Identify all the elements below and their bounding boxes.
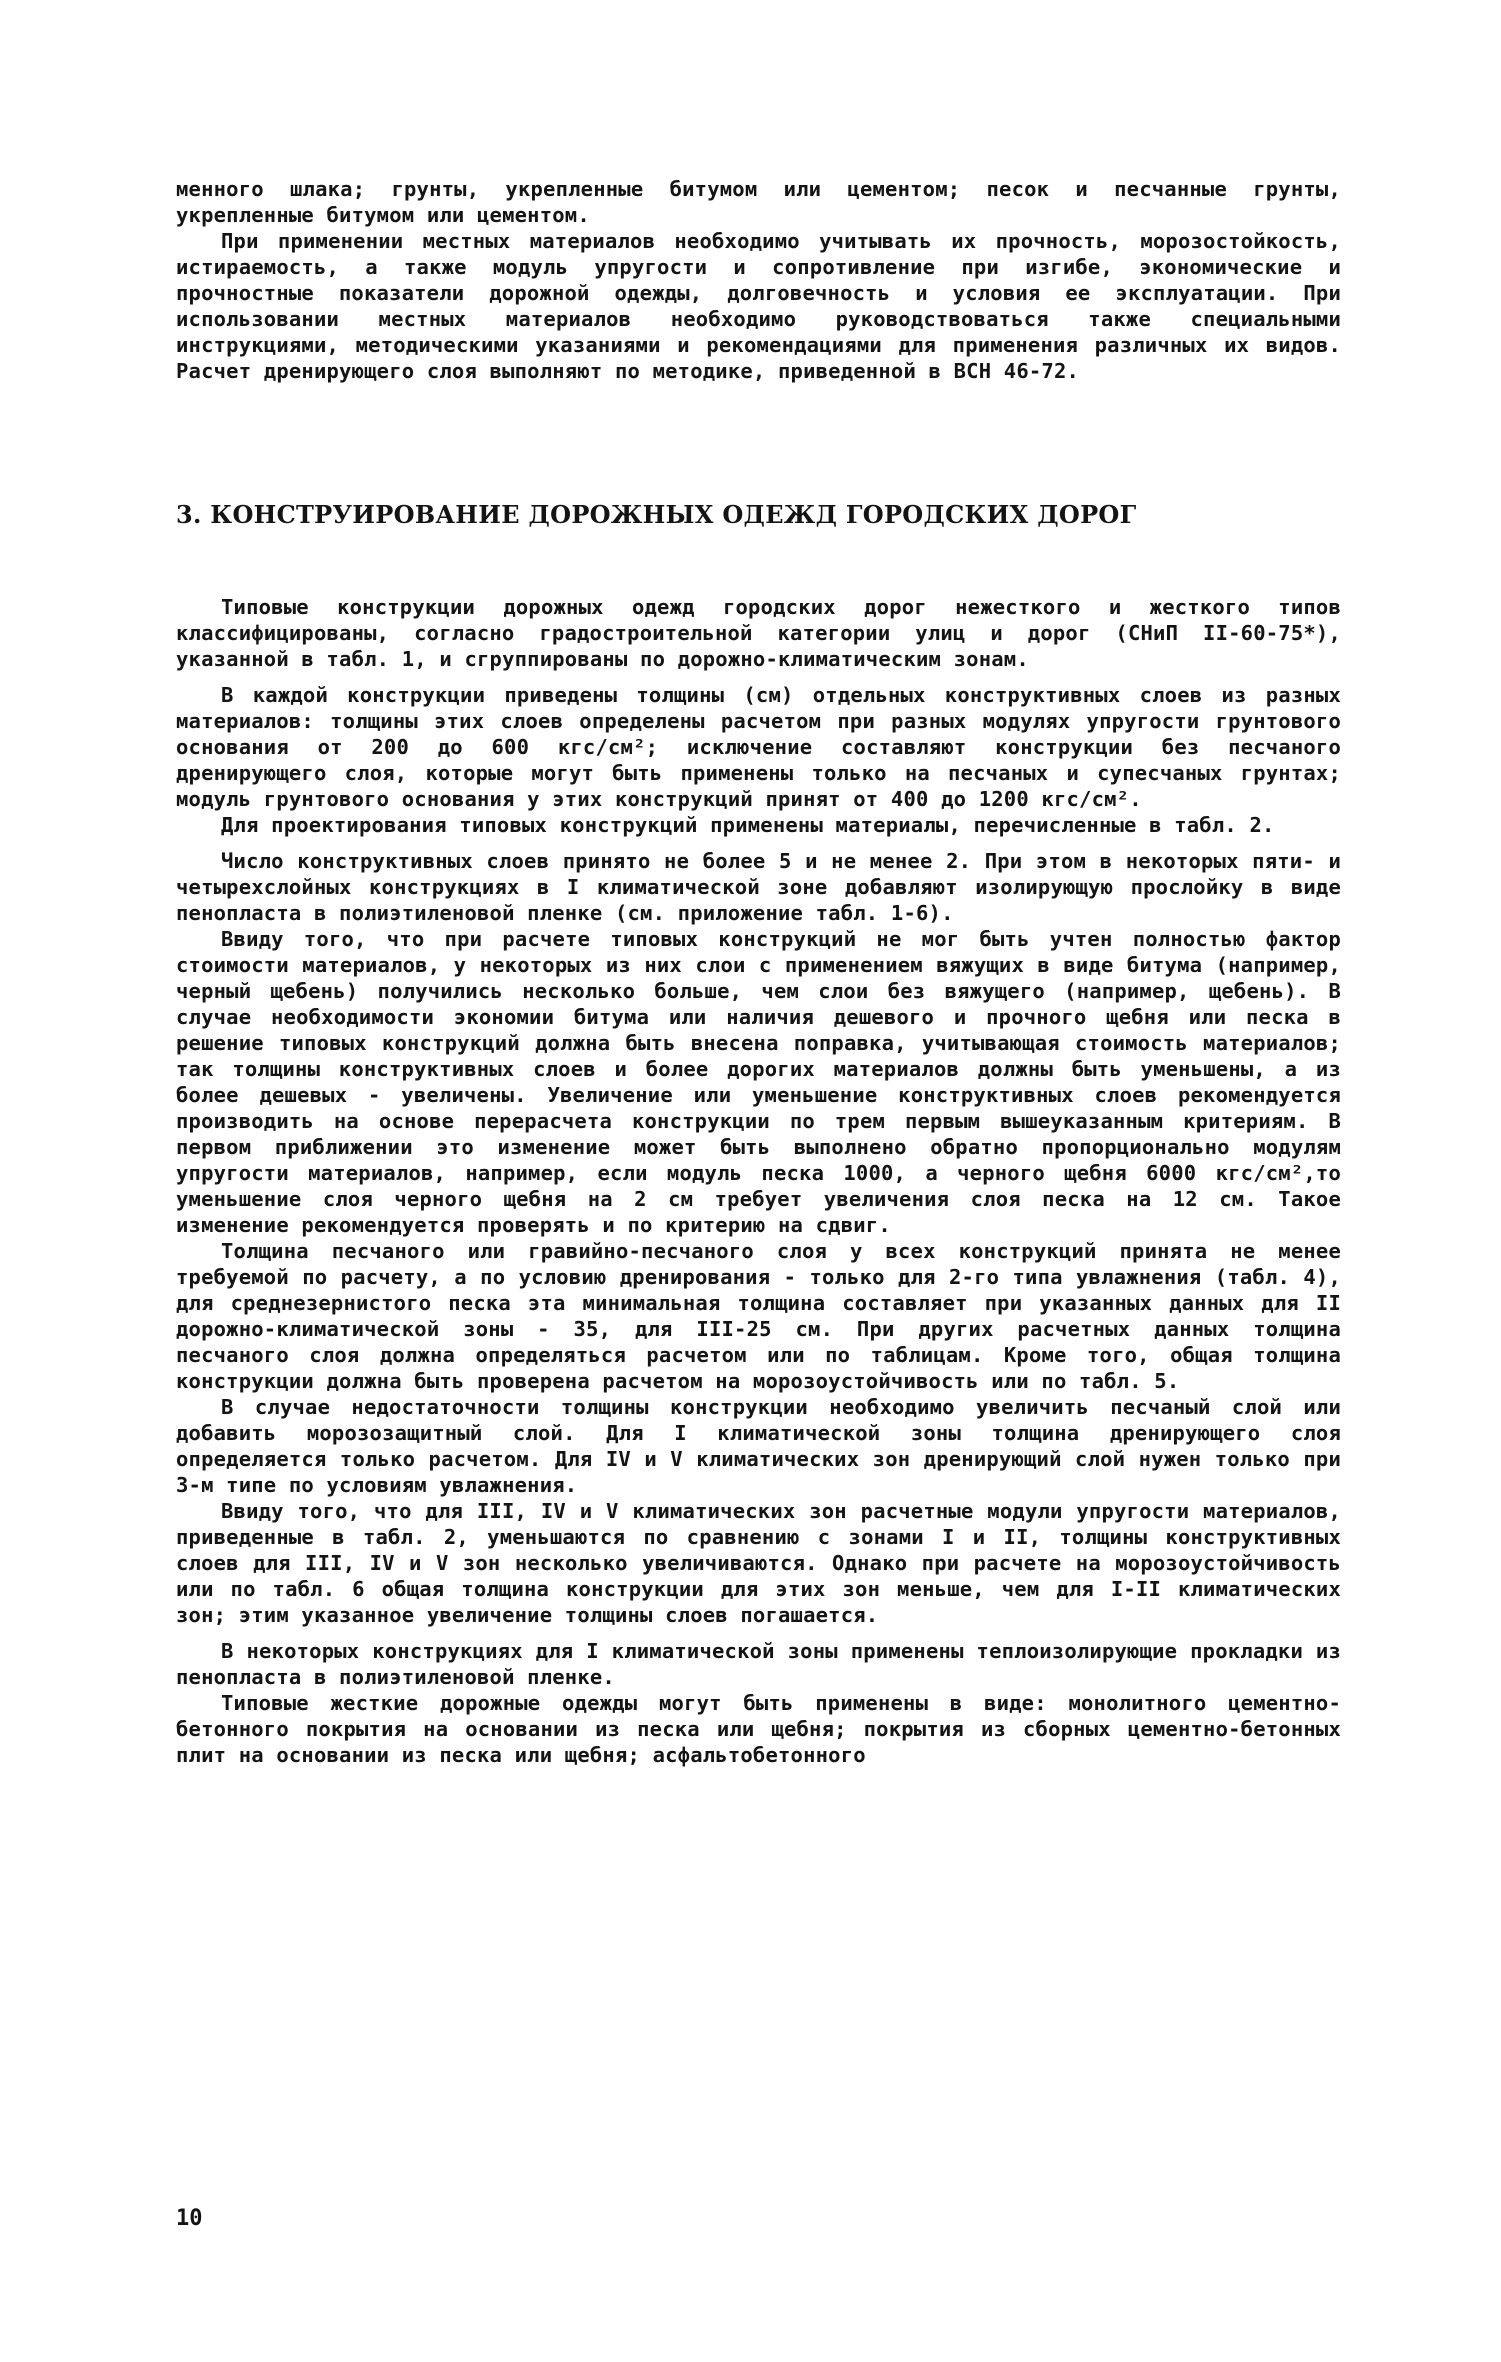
page-number: 10 (176, 2206, 203, 2231)
paragraph: Типовые конструкции дорожных одежд городских дорог нежесткого и жесткого типов классифицированы, согласно градостроительной категории улиц и дорог (СНиП II-60-75*), указанной в табл. 1, и сгруппированы по дорожно-климатическим зонам. (176, 595, 1341, 671)
intro-block (176, 176, 1341, 384)
paragraph: В некоторых конструкциях для I климатической зоны применены теплоизолирующие прокладки из пенопласта в полиэтиленовой пленке. (176, 1639, 1341, 1689)
paragraph: Для проектирования типовых конструкций применены материалы, перечисленные в табл. 2. (221, 813, 1275, 837)
paragraph: В случае недостаточности толщины конструкции необходимо увеличить песчаный слой или добавить морозозащитный слой. Для I климатической зоны толщина дренирующего слоя определяется только расчетом. Для IV и V климатических зон дренирующий слой нужен только при 3-м типе по условиям увлажнения. (176, 1395, 1341, 1497)
paragraph: менного шлака; грунты, укрепленные битумом или цементом; песок и песчанные грунты, укрепленные битумом или цементом. (176, 177, 1341, 227)
paragraph: При применении местных материалов необходимо учитывать их прочность, морозостойкость, истираемость, а также модуль упругости и сопротивление при изгибе, экономические и прочностные показатели дорожной одежды, долговечность и условия ее эксплуатации. При использовании местных материалов необходимо руководствоваться также специальными инструкциями, методическими указаниями и рекомендациями для применения различных их видов. Расчет дренирующего слоя выполняют по методике, приведенной в ВСН 46-72. (176, 229, 1341, 383)
section-heading: 3. КОНСТРУИРОВАНИЕ ДОРОЖНЫХ ОДЕЖД ГОРОДСКИХ ДОРОГ (176, 500, 1137, 529)
paragraph: Число конструктивных слоев принято не более 5 и не менее 2. При этом в некоторых пяти- и четырехслойных конструкциях в I климатической зоне добавляют изолирующую прослойку в виде пенопласта в полиэтиленовой пленке (см. приложение табл. 1-6). (176, 849, 1341, 925)
paragraph: Ввиду того, что для III, IV и V климатических зон расчетные модули упругости материалов, приведенные в табл. 2, уменьшаются по сравнению с зонами I и II, толщины конструктивных слоев для III, IV и V зон несколько увеличиваются. Однако при расчете на морозоустойчивость или по табл. 6 общая толщина конструкции для этих зон меньше, чем для I-II климатических зон; этим указанное увеличение толщины слоев погашается. (176, 1499, 1341, 1627)
paragraph: Толщина песчаного или гравийно-песчаного слоя у всех конструкций принята не менее требуемой по расчету, а по условию дренирования - только для 2-го типа увлажнения (табл. 4), для среднезернистого песка эта минимальная толщина составляет при указанных данных для II дорожно-климатической зоны - 35, для III-25 см. При других расчетных данных толщина песчаного слоя должна определяться расчетом или по таблицам. Кроме того, общая толщина конструкции должна быть проверена расчетом на морозоустойчивость или по табл. 5. (176, 1239, 1341, 1393)
section-body (176, 594, 1341, 1768)
paragraph: Типовые жесткие дорожные одежды могут быть применены в виде: монолитного цементно-бетонного покрытия на основании из песка или щебня; покрытия из сборных цементно-бетонных плит на основании из песка или щебня; асфальтобетонного (176, 1691, 1341, 1767)
paragraph: Ввиду того, что при расчете типовых конструкций не мог быть учтен полностью фактор стоимости материалов, у некоторых из них слои с применением вяжущих в виде битума (например, черный щебень) получились несколько больше, чем слои без вяжущего (например, щебень). В случае необходимости экономии битума или наличия дешевого и прочного щебня или песка в решение типовых конструкций должна быть внесена поправка, учитывающая стоимость материалов; так толщины конструктивных слоев и более дорогих материалов должны быть уменьшены, а из более дешевых - увеличены. Увеличение или уменьшение конструктивных слоев рекомендуется производить на основе перерасчета конструкции по трем первым вышеуказанным критериям. В первом приближении это изменение может быть выполнено обратно пропорционально модулям упругости материалов, например, если модуль песка 1000, а черного щебня 6000 кгс/см²,то уменьшение слоя черного щебня на 2 см требует увеличения слоя песка на 12 см. Такое изменение рекомендуется проверять и по критерию на сдвиг. (176, 927, 1341, 1237)
paragraph: В каждой конструкции приведены толщины (см) отдельных конструктивных слоев из разных материалов: толщины этих слоев определены расчетом при разных модулях упругости грунтового основания от 200 до 600 кгс/см²; исключение составляют конструкции без песчаного дренирующего слоя, которые могут быть применены только на песчаных и супесчаных грунтах; модуль грунтового основания у этих конструкций принят от 400 до 1200 кгс/см². (176, 683, 1341, 811)
